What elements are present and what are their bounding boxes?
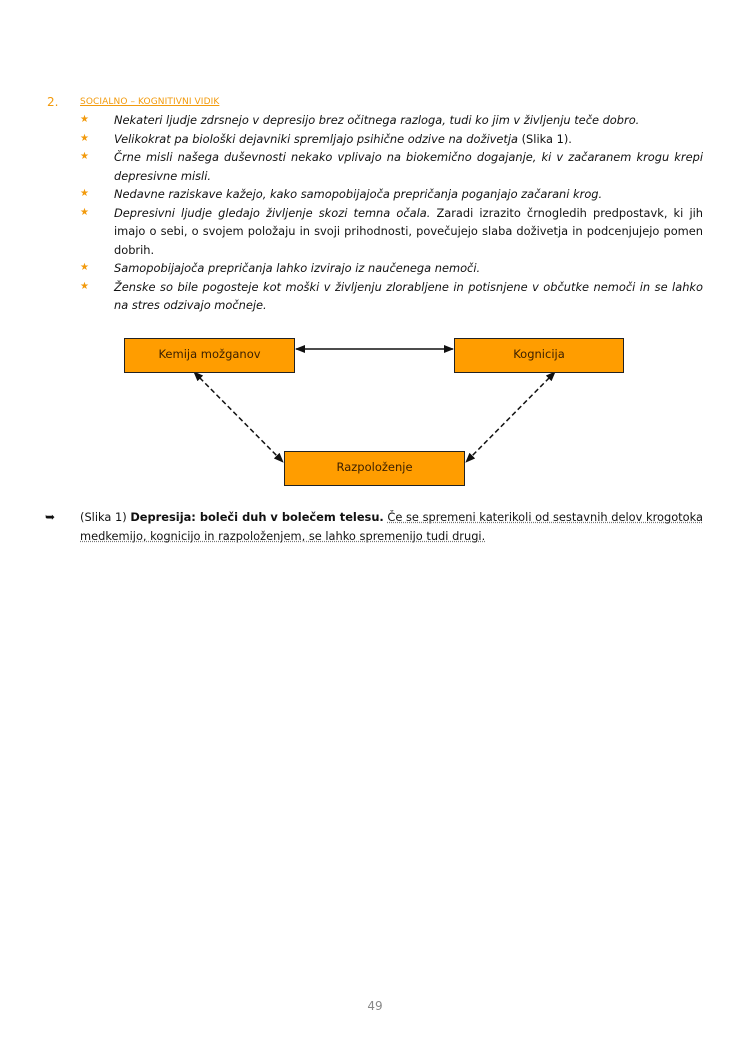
- star-icon: ★: [80, 280, 89, 292]
- section-title: SOCIALNO – KOGNITIVNI VIDIK: [80, 97, 220, 107]
- caption-text: Če se spremeni katerikoli od sestavnih delov krogotoka medkemijo, kognicijo in razpoloženjem, se lahko spremenijo tudi drugi.: [80, 510, 703, 543]
- list-item: ★ Ženske so bile pogosteje kot moški v življenju zlorabljene in potisnjene v občutke nemoči in se lahko na stres odzivajo močneje.: [80, 279, 703, 312]
- dashed-double-arrow-right: [466, 372, 555, 462]
- star-icon: ★: [80, 132, 89, 144]
- arrow-curve-right-icon: ➥: [45, 510, 56, 524]
- star-icon: ★: [80, 262, 89, 273]
- list-item: ★ Velikokrat pa biološki dejavniki spremljajo psihične odzive na doživetja (Slika 1).: [80, 130, 703, 149]
- star-icon: ★: [80, 188, 89, 199]
- bullet-list: [80, 111, 703, 315]
- star-icon: ★: [80, 206, 89, 218]
- list-item: ★ Depresivni ljudje gledajo življenje skozi temna očala. Zaradi izrazito črnogledih predpostavk, ki jih imajo o sebi, o svojem položaju in svoji prihodnosti, povečujejo slaba doživetja in podcenjujejo pomen dobrih.: [80, 205, 703, 257]
- node-brain-chemistry: Kemija možganov: [124, 338, 295, 373]
- dashed-double-arrow-left: [194, 372, 283, 462]
- caption-title: Depresija: boleči duh v bolečem telesu.: [130, 510, 384, 524]
- list-item: ★ Nekateri ljudje zdrsnejo v depresijo brez očitnega razloga, tudi ko jim v življenju teče dobro.: [80, 111, 703, 130]
- star-icon: ★: [80, 151, 89, 162]
- list-item: ★ Nedavne raziskave kažejo, kako samopobijajoča prepričanja poganjajo začarani krog.: [80, 185, 703, 204]
- page-number: 49: [367, 999, 383, 1013]
- section-number: 2.: [47, 95, 59, 109]
- figure-caption: [80, 508, 703, 546]
- list-item: ★ Samopobijajoča prepričanja lahko izvirajo iz naučenega nemoči.: [80, 259, 703, 278]
- star-icon: ★: [80, 114, 89, 125]
- node-mood: Razpoloženje: [284, 451, 465, 486]
- caption-ref: (Slika 1): [80, 510, 127, 524]
- node-cognition: Kognicija: [454, 338, 624, 373]
- list-item: ★ Črne misli našega duševnosti nekako vplivajo na biokemično dogajanje, ki v začaranem krogu krepi depresivne misli.: [80, 150, 703, 183]
